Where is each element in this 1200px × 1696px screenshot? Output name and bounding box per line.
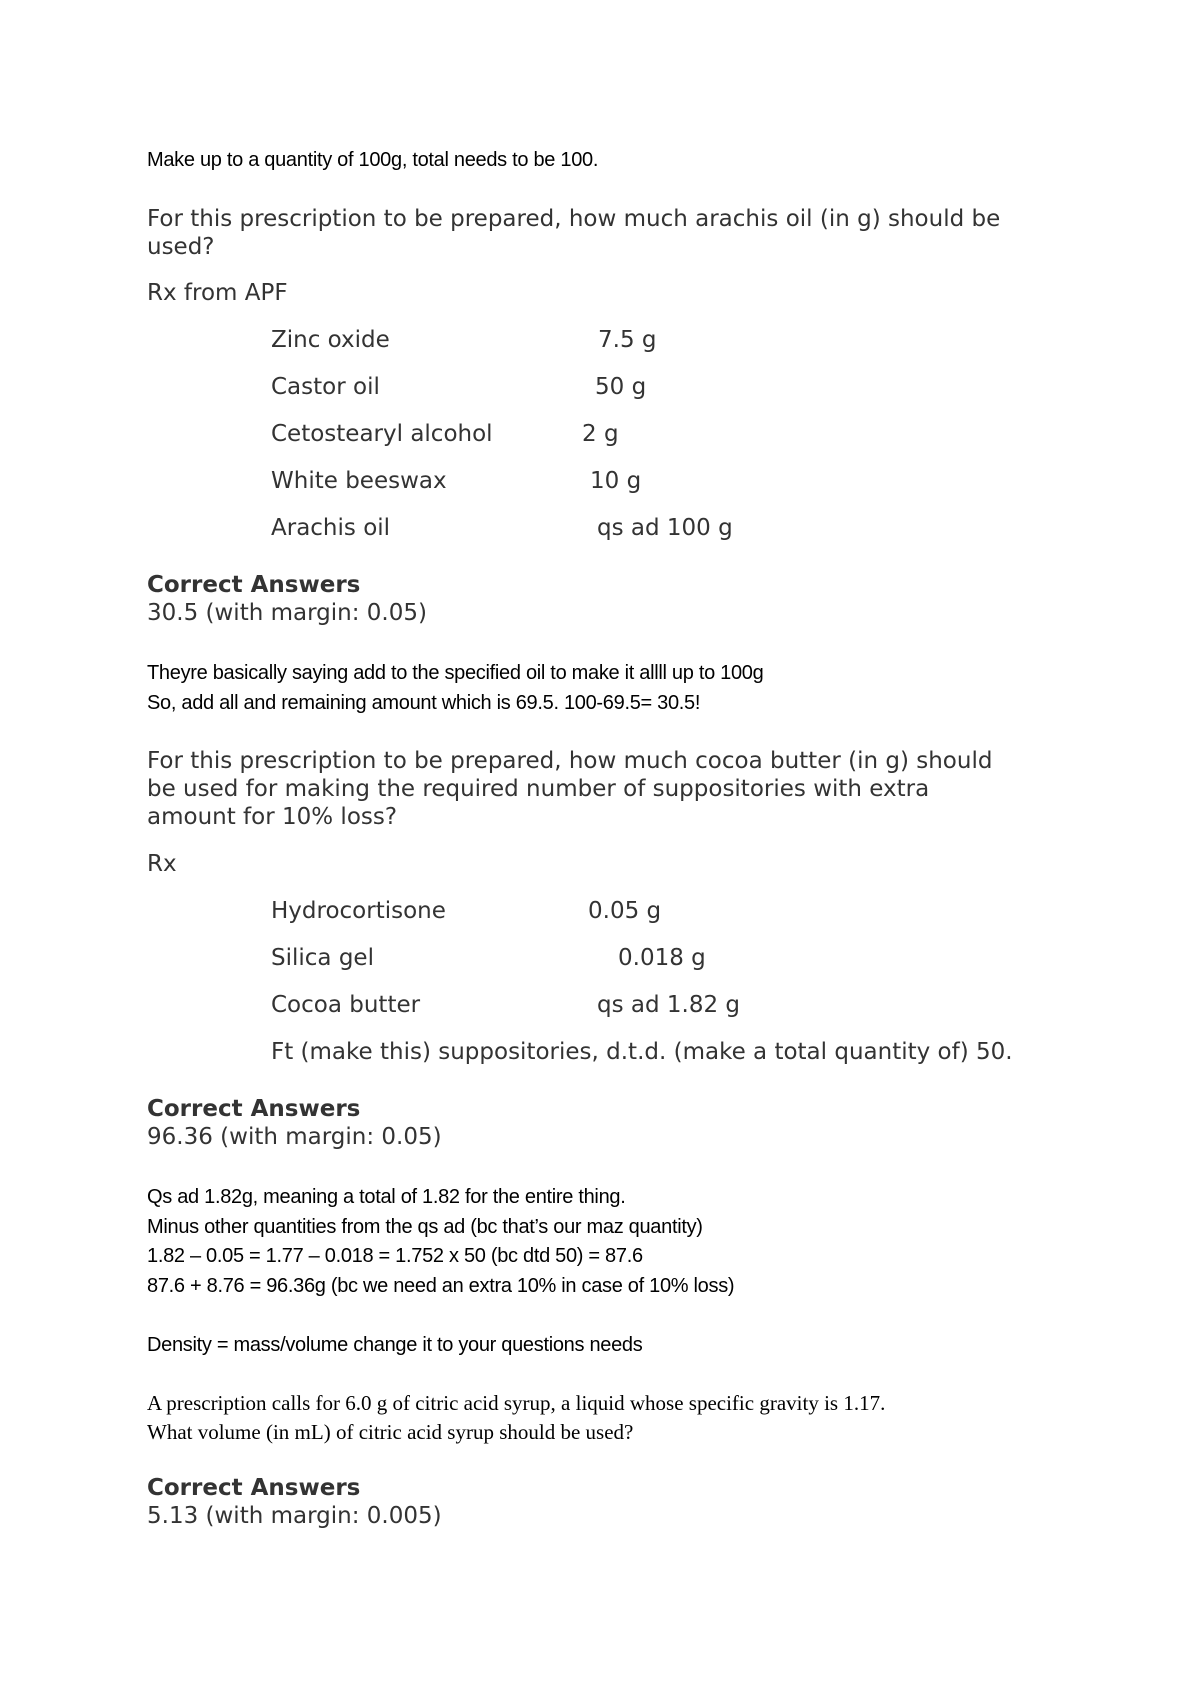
- q1-ingredient-amount: 10 g: [590, 468, 642, 494]
- q1-question-line-1: For this prescription to be prepared, how much arachis oil (in g) should be: [147, 206, 1001, 232]
- q1-note-line: Theyre basically saying add to the specified oil to make it allll up to 100g: [147, 662, 764, 684]
- q3-answer-heading: Correct Answers: [147, 1475, 361, 1501]
- q2-ingredient-name: Cocoa butter: [271, 992, 421, 1018]
- q3-answer-value: 5.13 (with margin: 0.005): [147, 1503, 442, 1529]
- q2-note-line: Qs ad 1.82g, meaning a total of 1.82 for the entire thing.: [147, 1186, 626, 1208]
- q2-answer-value: 96.36 (with margin: 0.05): [147, 1124, 442, 1150]
- q1-ingredient-name: White beeswax: [271, 468, 447, 494]
- q1-ingredient-name: Arachis oil: [271, 515, 391, 541]
- q1-ingredient-amount: 7.5 g: [598, 327, 657, 353]
- intro-text: Make up to a quantity of 100g, total needs to be 100.: [147, 149, 599, 171]
- q2-question-line-1: For this prescription to be prepared, how much cocoa butter (in g) should: [147, 748, 993, 774]
- q2-note-line: 87.6 + 8.76 = 96.36g (bc we need an extra 10% in case of 10% loss): [147, 1275, 735, 1297]
- q3-question-line-1: A prescription calls for 6.0 g of citric acid syrup, a liquid whose specific gravity is 1.17.: [147, 1391, 886, 1415]
- density-note: Density = mass/volume change it to your questions needs: [147, 1334, 643, 1356]
- q1-answer-value: 30.5 (with margin: 0.05): [147, 600, 427, 626]
- q2-note-line: Minus other quantities from the qs ad (bc that’s our maz quantity): [147, 1216, 703, 1238]
- q3-question-line-2: What volume (in mL) of citric acid syrup should be used?: [147, 1420, 634, 1444]
- q2-question-line-3: amount for 10% loss?: [147, 804, 398, 830]
- q1-note-line: So, add all and remaining amount which is 69.5. 100-69.5= 30.5!: [147, 692, 701, 714]
- q1-answer-heading: Correct Answers: [147, 572, 361, 598]
- q1-ingredient-name: Castor oil: [271, 374, 380, 400]
- q1-rx-label: Rx from APF: [147, 280, 288, 306]
- q2-ingredient-name: Silica gel: [271, 945, 374, 971]
- q1-ingredient-amount: 2 g: [582, 421, 619, 447]
- q2-question-line-2: be used for making the required number of suppositories with extra: [147, 776, 930, 802]
- q2-ingredient-amount: 0.018 g: [618, 945, 706, 971]
- q1-question-line-2: used?: [147, 234, 215, 260]
- q1-ingredient-amount: qs ad 100 g: [597, 515, 733, 541]
- q2-ingredient-amount: qs ad 1.82 g: [597, 992, 741, 1018]
- q2-ft-line: Ft (make this) suppositories, d.t.d. (make a total quantity of) 50.: [271, 1039, 1013, 1065]
- q1-ingredient-amount: 50 g: [595, 374, 647, 400]
- q2-answer-heading: Correct Answers: [147, 1096, 361, 1122]
- q1-ingredient-name: Cetostearyl alcohol: [271, 421, 493, 447]
- q1-ingredient-name: Zinc oxide: [271, 327, 390, 353]
- q2-note-line: 1.82 – 0.05 = 1.77 – 0.018 = 1.752 x 50 (bc dtd 50) = 87.6: [147, 1245, 643, 1267]
- q2-rx-label: Rx: [147, 851, 177, 877]
- q2-ingredient-name: Hydrocortisone: [271, 898, 446, 924]
- q2-ingredient-amount: 0.05 g: [588, 898, 662, 924]
